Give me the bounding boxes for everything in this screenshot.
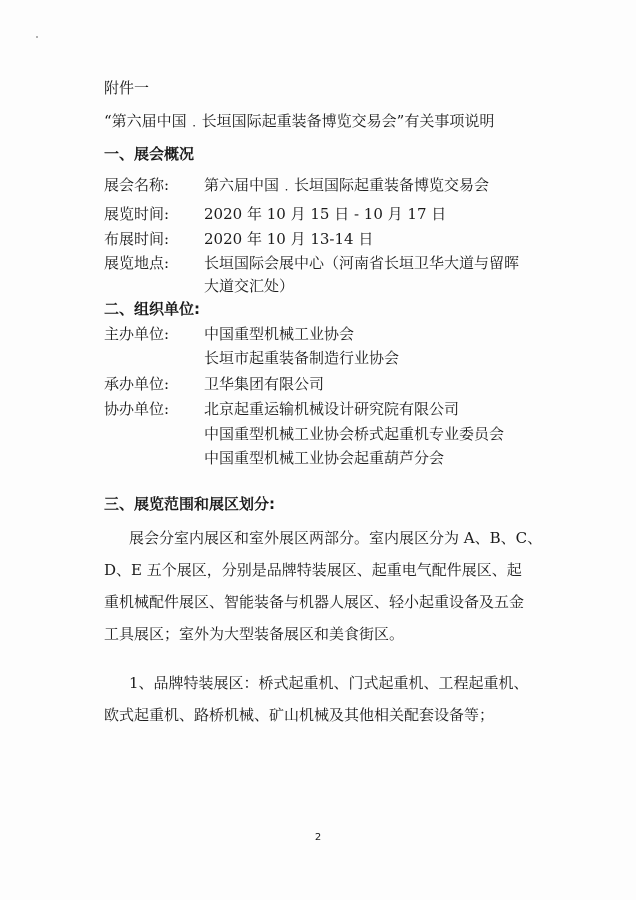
- host-value-2: 长垣市起重装备制造行业协会: [204, 349, 400, 367]
- scope-paragraph-line-2: D、E 五个展区，分别是品牌特装展区、起重电气配件展区、起: [104, 561, 522, 579]
- co-organizer-value-3: 中国重型机械工业协会起重葫芦分会: [204, 449, 445, 467]
- co-organizer-value-1: 北京起重运输机械设计研究院有限公司: [204, 400, 460, 418]
- co-organizer-label: 协办单位:: [104, 400, 170, 418]
- venue-value-continued: 大道交汇处）: [204, 277, 295, 295]
- host-value-1: 中国重型机械工业协会: [204, 325, 355, 343]
- page-number: 2: [314, 832, 322, 843]
- attachment-label: 附件一: [104, 79, 150, 97]
- exhibition-name-label: 展会名称:: [104, 176, 170, 194]
- item-1-line-1: 1、品牌特装展区：桥式起重机、门式起重机、工程起重机、: [129, 674, 529, 692]
- exhibition-time-value: 2020 年 10 月 15 日 - 10 月 17 日: [204, 205, 447, 223]
- section-2-heading: 二、组织单位:: [104, 300, 200, 318]
- document-title: “第六届中国﹒长垣国际起重装备博览交易会”有关事项说明: [104, 112, 495, 130]
- section-1-heading: 一、展会概况: [104, 145, 195, 163]
- item-1-line-2: 欧式起重机、路桥机械、矿山机械及其他相关配套设备等；: [104, 706, 495, 724]
- scope-paragraph-line-1: 展会分室内展区和室外展区两部分。室内展区分为 A、B、C、: [129, 529, 543, 547]
- scope-paragraph-line-3: 重机械配件展区、智能装备与机器人展区、轻小起重设备及五金: [104, 593, 525, 611]
- co-organizer-value-2: 中国重型机械工业协会桥式起重机专业委员会: [204, 425, 505, 443]
- setup-time-value: 2020 年 10 月 13-14 日: [204, 230, 374, 248]
- organizer-label: 承办单位:: [104, 375, 170, 393]
- section-3-heading: 三、展览范围和展区划分:: [104, 495, 275, 513]
- host-label: 主办单位:: [104, 325, 170, 343]
- venue-label: 展览地点:: [104, 254, 170, 272]
- organizer-value: 卫华集团有限公司: [204, 375, 325, 393]
- setup-time-label: 布展时间:: [104, 230, 170, 248]
- exhibition-name-value: 第六届中国﹒长垣国际起重装备博览交易会: [204, 176, 490, 194]
- venue-value: 长垣国际会展中心（河南省长垣卫华大道与留晖: [204, 254, 520, 272]
- scan-speck: [36, 36, 38, 38]
- exhibition-time-label: 展览时间:: [104, 205, 170, 223]
- scope-paragraph-line-4: 工具展区；室外为大型装备展区和美食街区。: [104, 625, 405, 643]
